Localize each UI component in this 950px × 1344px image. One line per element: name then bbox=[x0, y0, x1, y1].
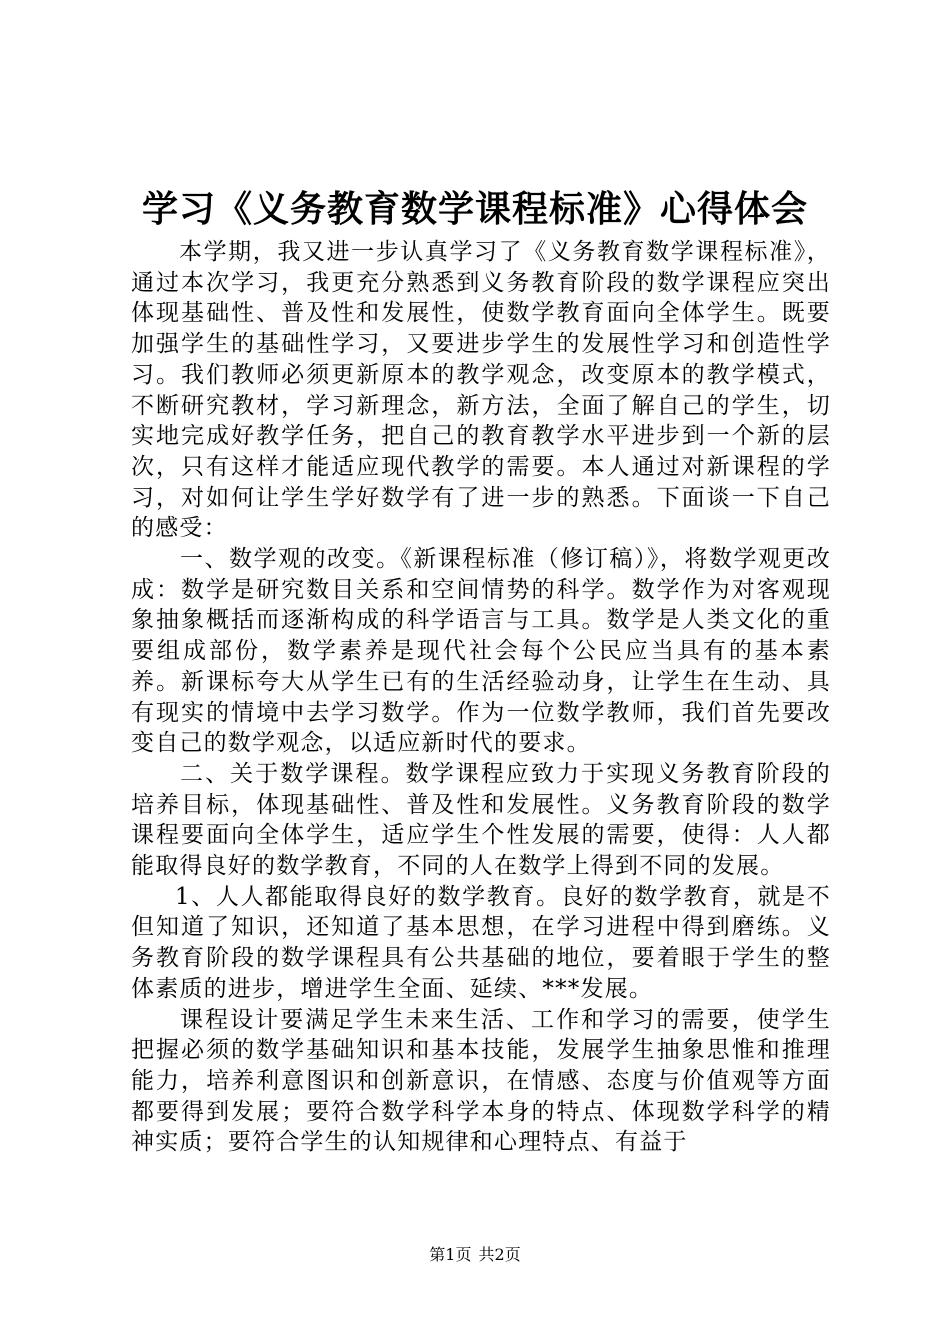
document-body bbox=[131, 237, 831, 1158]
page-number: 第1页 bbox=[429, 1245, 472, 1264]
total-pages: 共2页 bbox=[478, 1245, 521, 1264]
paragraph-intro: 本学期，我又进一步认真学习了《义务教育数学课程标准》，通过本次学习，我更充分熟悉到义务教育阶段的数学课程应突出体现基础性、普及性和发展性，使数学教育面向全体学生。既要加强学生的基础性学习，又要进步学生的发展性学习和创造性学习。我们教师必须更新原本的教学观念，改变原本的教学模式，不断研究教材，学习新理念，新方法，全面了解自己的学生，切实地完成好教学任务，把自己的教育教学水平进步到一个新的层次，只有这样才能适应现代教学的需要。本人通过对新课程的学习，对如何让学生学好数学有了进一步的熟悉。下面谈一下自己的感受： bbox=[131, 239, 831, 542]
paragraph-math-view: 一、数学观的改变。《新课程标准（修订稿）》，将数学观更改成：数学是研究数目关系和空间情势的科学。数学作为对客观现象抽象概括而逐渐构成的科学语言与工具。数学是人类文化的重要组成部份，数学素养是现代社会每个公民应当具有的基本素养。新课标夸大从学生已有的生活经验动身，让学生在生动、具有现实的情境中去学习数学。作为一位数学教师，我们首先要改变自己的数学观念，以适应新时代的要求。 bbox=[131, 546, 831, 757]
document-title: 学习《义务教育数学课程标准》心得体会 bbox=[141, 188, 808, 230]
paragraph-point-one: 1、人人都能取得良好的数学教育。良好的数学教育，就是不但知道了知识，还知道了基本思想，在学习进程中得到磨练。义务教育阶段的数学课程具有公共基础的地位，要着眼于学生的整体素质的进步，增进学生全面、延续、***发展。 bbox=[131, 883, 831, 1002]
paragraph-course-design: 课程设计要满足学生未来生活、工作和学习的需要，使学生把握必须的数学基础知识和基本技能，发展学生抽象思惟和推理能力，培养利意图识和创新意识，在情感、态度与价值观等方面都要得到发展；要符合数学科学本身的特点、体现数学科学的精神实质；要符合学生的认知规律和心理特点、有益于 bbox=[131, 1006, 831, 1156]
page-footer bbox=[0, 1244, 950, 1266]
paragraph-math-course: 二、关于数学课程。数学课程应致力于实现义务教育阶段的培养目标，体现基础性、普及性和发展性。义务教育阶段的数学课程要面向全体学生，适应学生个性发展的需要，使得：人人都能取得良好的数学教育，不同的人在数学上得到不同的发展。 bbox=[131, 760, 831, 880]
